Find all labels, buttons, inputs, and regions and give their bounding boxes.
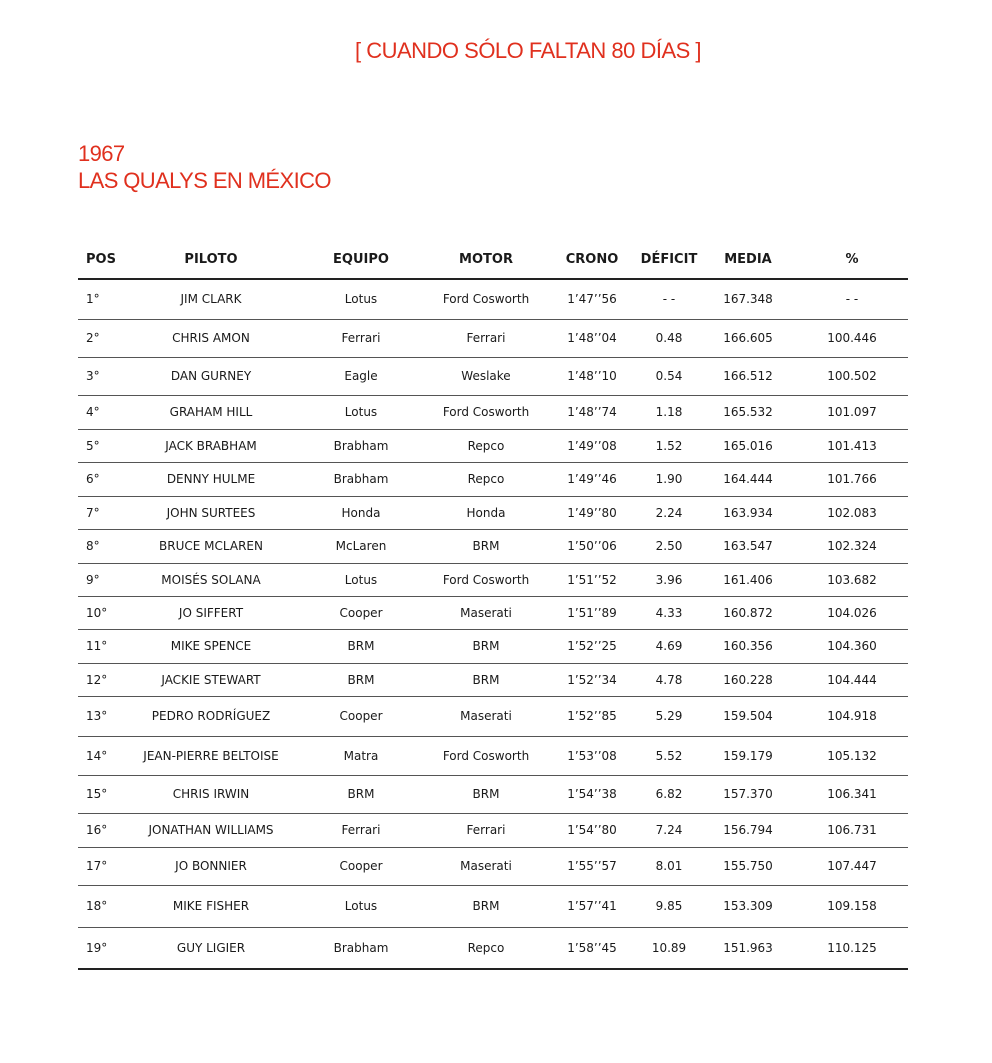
cell-piloto: JACKIE STEWART bbox=[126, 663, 296, 696]
table-row bbox=[78, 395, 908, 429]
cell-motor: Repco bbox=[426, 927, 546, 969]
cell-media: 155.750 bbox=[700, 847, 796, 885]
cell-crono: 1’52’’85 bbox=[546, 696, 638, 736]
table-row bbox=[78, 629, 908, 663]
cell-equipo: Ferrari bbox=[296, 813, 426, 847]
cell-media: 164.444 bbox=[700, 462, 796, 496]
cell-crono: 1’48’’74 bbox=[546, 395, 638, 429]
cell-piloto: GUY LIGIER bbox=[126, 927, 296, 969]
cell-crono: 1’49’’80 bbox=[546, 496, 638, 529]
cell-deficit: 6.82 bbox=[638, 775, 700, 813]
cell-media: 159.504 bbox=[700, 696, 796, 736]
cell-pos: 8° bbox=[78, 529, 126, 563]
cell-percent: 101.097 bbox=[796, 395, 908, 429]
cell-pos: 5° bbox=[78, 429, 126, 462]
cell-pos: 9° bbox=[78, 563, 126, 596]
cell-pos: 19° bbox=[78, 927, 126, 969]
cell-percent: 102.083 bbox=[796, 496, 908, 529]
table-row bbox=[78, 696, 908, 736]
table-row bbox=[78, 813, 908, 847]
cell-crono: 1’52’’25 bbox=[546, 629, 638, 663]
cell-motor: Ford Cosworth bbox=[426, 736, 546, 775]
cell-deficit: 1.90 bbox=[638, 462, 700, 496]
table-row bbox=[78, 563, 908, 596]
heading-title: LAS QUALYS EN MÉXICO bbox=[78, 168, 331, 193]
header-deficit: DÉFICIT bbox=[638, 240, 700, 279]
qualifying-results-table bbox=[78, 240, 908, 970]
cell-media: 159.179 bbox=[700, 736, 796, 775]
table-row bbox=[78, 319, 908, 357]
cell-motor: Maserati bbox=[426, 596, 546, 629]
cell-percent: 100.502 bbox=[796, 357, 908, 395]
cell-motor: BRM bbox=[426, 663, 546, 696]
cell-equipo: Eagle bbox=[296, 357, 426, 395]
cell-piloto: GRAHAM HILL bbox=[126, 395, 296, 429]
cell-equipo: Brabham bbox=[296, 429, 426, 462]
cell-deficit: 4.69 bbox=[638, 629, 700, 663]
cell-equipo: BRM bbox=[296, 775, 426, 813]
cell-piloto: CHRIS IRWIN bbox=[126, 775, 296, 813]
cell-motor: Ford Cosworth bbox=[426, 279, 546, 319]
header-pos: POS bbox=[78, 240, 126, 279]
cell-deficit: 1.52 bbox=[638, 429, 700, 462]
cell-pos: 4° bbox=[78, 395, 126, 429]
cell-percent: 104.918 bbox=[796, 696, 908, 736]
header-percent: % bbox=[796, 240, 908, 279]
cell-crono: 1’58’’45 bbox=[546, 927, 638, 969]
table-row bbox=[78, 357, 908, 395]
table-row bbox=[78, 496, 908, 529]
cell-crono: 1’49’’08 bbox=[546, 429, 638, 462]
cell-deficit: 5.52 bbox=[638, 736, 700, 775]
cell-crono: 1’51’’89 bbox=[546, 596, 638, 629]
cell-equipo: BRM bbox=[296, 663, 426, 696]
table-row bbox=[78, 847, 908, 885]
cell-pos: 3° bbox=[78, 357, 126, 395]
cell-motor: Repco bbox=[426, 429, 546, 462]
cell-percent: 107.447 bbox=[796, 847, 908, 885]
cell-piloto: MOISÉS SOLANA bbox=[126, 563, 296, 596]
cell-motor: BRM bbox=[426, 629, 546, 663]
cell-percent: 104.026 bbox=[796, 596, 908, 629]
cell-deficit: 1.18 bbox=[638, 395, 700, 429]
cell-equipo: Matra bbox=[296, 736, 426, 775]
cell-percent: - - bbox=[796, 279, 908, 319]
cell-piloto: JEAN-PIERRE BELTOISE bbox=[126, 736, 296, 775]
cell-piloto: DAN GURNEY bbox=[126, 357, 296, 395]
cell-motor: Maserati bbox=[426, 847, 546, 885]
cell-deficit: 7.24 bbox=[638, 813, 700, 847]
cell-media: 165.016 bbox=[700, 429, 796, 462]
cell-media: 160.228 bbox=[700, 663, 796, 696]
cell-deficit: 2.50 bbox=[638, 529, 700, 563]
cell-equipo: McLaren bbox=[296, 529, 426, 563]
header-equipo: EQUIPO bbox=[296, 240, 426, 279]
cell-equipo: Lotus bbox=[296, 279, 426, 319]
section-heading bbox=[78, 140, 331, 194]
cell-deficit: 10.89 bbox=[638, 927, 700, 969]
cell-media: 163.547 bbox=[700, 529, 796, 563]
cell-crono: 1’54’’38 bbox=[546, 775, 638, 813]
cell-deficit: 8.01 bbox=[638, 847, 700, 885]
cell-equipo: BRM bbox=[296, 629, 426, 663]
cell-equipo: Lotus bbox=[296, 563, 426, 596]
table-header-row bbox=[78, 240, 908, 279]
cell-piloto: JOHN SURTEES bbox=[126, 496, 296, 529]
cell-deficit: 2.24 bbox=[638, 496, 700, 529]
cell-deficit: 9.85 bbox=[638, 885, 700, 927]
cell-equipo: Lotus bbox=[296, 885, 426, 927]
cell-crono: 1’47’’56 bbox=[546, 279, 638, 319]
cell-media: 161.406 bbox=[700, 563, 796, 596]
cell-crono: 1’57’’41 bbox=[546, 885, 638, 927]
cell-pos: 15° bbox=[78, 775, 126, 813]
table-row bbox=[78, 429, 908, 462]
cell-pos: 1° bbox=[78, 279, 126, 319]
cell-deficit: - - bbox=[638, 279, 700, 319]
cell-crono: 1’48’’10 bbox=[546, 357, 638, 395]
heading-year: 1967 bbox=[78, 141, 125, 166]
cell-media: 160.356 bbox=[700, 629, 796, 663]
cell-motor: Ford Cosworth bbox=[426, 395, 546, 429]
cell-deficit: 4.33 bbox=[638, 596, 700, 629]
cell-percent: 106.341 bbox=[796, 775, 908, 813]
cell-percent: 110.125 bbox=[796, 927, 908, 969]
cell-percent: 103.682 bbox=[796, 563, 908, 596]
cell-piloto: MIKE FISHER bbox=[126, 885, 296, 927]
cell-motor: BRM bbox=[426, 529, 546, 563]
cell-crono: 1’53’’08 bbox=[546, 736, 638, 775]
header-media: MEDIA bbox=[700, 240, 796, 279]
cell-percent: 104.444 bbox=[796, 663, 908, 696]
cell-piloto: JONATHAN WILLIAMS bbox=[126, 813, 296, 847]
cell-motor: Maserati bbox=[426, 696, 546, 736]
cell-percent: 101.413 bbox=[796, 429, 908, 462]
header-crono: CRONO bbox=[546, 240, 638, 279]
page-banner: [ CUANDO SÓLO FALTAN 80 DÍAS ] bbox=[354, 38, 702, 63]
cell-deficit: 5.29 bbox=[638, 696, 700, 736]
cell-pos: 16° bbox=[78, 813, 126, 847]
cell-crono: 1’49’’46 bbox=[546, 462, 638, 496]
cell-media: 165.532 bbox=[700, 395, 796, 429]
table-row bbox=[78, 775, 908, 813]
cell-pos: 13° bbox=[78, 696, 126, 736]
cell-pos: 14° bbox=[78, 736, 126, 775]
cell-media: 153.309 bbox=[700, 885, 796, 927]
cell-piloto: JO SIFFERT bbox=[126, 596, 296, 629]
cell-crono: 1’55’’57 bbox=[546, 847, 638, 885]
table-row bbox=[78, 885, 908, 927]
table-row bbox=[78, 462, 908, 496]
header-motor: MOTOR bbox=[426, 240, 546, 279]
cell-motor: Ferrari bbox=[426, 319, 546, 357]
cell-media: 157.370 bbox=[700, 775, 796, 813]
table-row bbox=[78, 596, 908, 629]
cell-motor: Weslake bbox=[426, 357, 546, 395]
cell-crono: 1’54’’80 bbox=[546, 813, 638, 847]
cell-motor: Ford Cosworth bbox=[426, 563, 546, 596]
cell-crono: 1’50’’06 bbox=[546, 529, 638, 563]
cell-percent: 100.446 bbox=[796, 319, 908, 357]
cell-media: 151.963 bbox=[700, 927, 796, 969]
cell-motor: BRM bbox=[426, 775, 546, 813]
cell-deficit: 3.96 bbox=[638, 563, 700, 596]
cell-pos: 10° bbox=[78, 596, 126, 629]
cell-percent: 106.731 bbox=[796, 813, 908, 847]
cell-crono: 1’52’’34 bbox=[546, 663, 638, 696]
cell-equipo: Brabham bbox=[296, 462, 426, 496]
cell-equipo: Brabham bbox=[296, 927, 426, 969]
cell-motor: Repco bbox=[426, 462, 546, 496]
cell-equipo: Ferrari bbox=[296, 319, 426, 357]
cell-piloto: CHRIS AMON bbox=[126, 319, 296, 357]
cell-equipo: Cooper bbox=[296, 696, 426, 736]
cell-crono: 1’51’’52 bbox=[546, 563, 638, 596]
cell-piloto: JACK BRABHAM bbox=[126, 429, 296, 462]
cell-crono: 1’48’’04 bbox=[546, 319, 638, 357]
cell-media: 156.794 bbox=[700, 813, 796, 847]
cell-equipo: Cooper bbox=[296, 596, 426, 629]
cell-piloto: DENNY HULME bbox=[126, 462, 296, 496]
cell-piloto: JO BONNIER bbox=[126, 847, 296, 885]
cell-piloto: BRUCE MCLAREN bbox=[126, 529, 296, 563]
cell-equipo: Cooper bbox=[296, 847, 426, 885]
cell-percent: 102.324 bbox=[796, 529, 908, 563]
cell-pos: 12° bbox=[78, 663, 126, 696]
table-row bbox=[78, 663, 908, 696]
cell-pos: 6° bbox=[78, 462, 126, 496]
table-row bbox=[78, 279, 908, 319]
cell-piloto: MIKE SPENCE bbox=[126, 629, 296, 663]
cell-piloto: JIM CLARK bbox=[126, 279, 296, 319]
cell-motor: BRM bbox=[426, 885, 546, 927]
table-row bbox=[78, 927, 908, 969]
cell-piloto: PEDRO RODRÍGUEZ bbox=[126, 696, 296, 736]
cell-percent: 104.360 bbox=[796, 629, 908, 663]
cell-equipo: Lotus bbox=[296, 395, 426, 429]
table-row bbox=[78, 529, 908, 563]
cell-media: 166.512 bbox=[700, 357, 796, 395]
cell-pos: 11° bbox=[78, 629, 126, 663]
cell-equipo: Honda bbox=[296, 496, 426, 529]
cell-pos: 2° bbox=[78, 319, 126, 357]
cell-deficit: 0.54 bbox=[638, 357, 700, 395]
cell-deficit: 4.78 bbox=[638, 663, 700, 696]
cell-percent: 101.766 bbox=[796, 462, 908, 496]
cell-motor: Honda bbox=[426, 496, 546, 529]
cell-media: 163.934 bbox=[700, 496, 796, 529]
cell-media: 167.348 bbox=[700, 279, 796, 319]
cell-media: 166.605 bbox=[700, 319, 796, 357]
cell-pos: 18° bbox=[78, 885, 126, 927]
cell-media: 160.872 bbox=[700, 596, 796, 629]
header-piloto: PILOTO bbox=[126, 240, 296, 279]
table-row bbox=[78, 736, 908, 775]
cell-motor: Ferrari bbox=[426, 813, 546, 847]
cell-pos: 7° bbox=[78, 496, 126, 529]
cell-percent: 109.158 bbox=[796, 885, 908, 927]
cell-deficit: 0.48 bbox=[638, 319, 700, 357]
cell-percent: 105.132 bbox=[796, 736, 908, 775]
cell-pos: 17° bbox=[78, 847, 126, 885]
